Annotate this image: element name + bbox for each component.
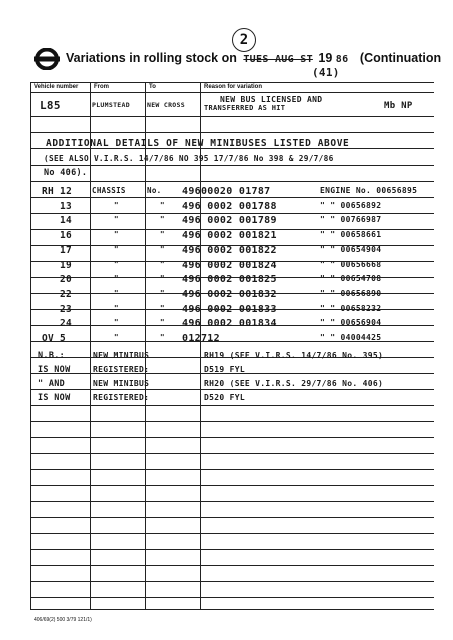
number-label: " — [160, 318, 165, 328]
vehicle-number: 14 — [60, 215, 73, 227]
number-label: " — [160, 200, 165, 210]
chassis-number: 496 0002 001834 — [182, 318, 277, 330]
rule — [30, 533, 434, 534]
rule — [30, 453, 434, 454]
note-detail: RH19 (SEE V.I.R.S. 14/7/86 No. 395) — [204, 351, 384, 360]
row-to: NEW CROSS — [147, 101, 185, 109]
number-label: " — [160, 244, 165, 254]
chassis-label: " — [114, 274, 119, 284]
rule — [30, 116, 434, 117]
vehicle-number: 20 — [60, 274, 73, 286]
form-reference: 406/69(2) 500 3/79 121/1) — [34, 617, 92, 623]
rule — [30, 565, 434, 566]
chassis-label: " — [114, 215, 119, 225]
roundel-logo — [34, 48, 60, 70]
vehicle-number: 23 — [60, 303, 73, 315]
chassis-label: " — [114, 318, 119, 328]
row-reason-line1: NEW BUS LICENSED AND — [220, 95, 323, 104]
row-note: Mb NP — [384, 101, 413, 111]
row-reason-line2: TRANSFERRED AS HIT — [204, 104, 286, 112]
vehicle-number: 17 — [60, 244, 73, 256]
rule — [30, 421, 434, 422]
rule — [30, 549, 434, 550]
note-prefix: IS NOW — [38, 393, 71, 403]
chassis-label: " — [114, 303, 119, 313]
rule — [30, 165, 434, 166]
rule — [30, 469, 434, 470]
additional-line2: (SEE ALSO V.I.R.S. 14/7/86 NO 395 17/7/86 No 398 & 29/7/86 — [44, 154, 334, 163]
col-header-reason: Reason for variation — [204, 84, 263, 90]
note-detail: D520 FYL — [204, 393, 245, 402]
chassis-number: 496 0002 001824 — [182, 259, 277, 271]
note-label: REGISTERED: — [93, 365, 150, 374]
chassis-number: 496 0002 001833 — [182, 303, 277, 315]
title-date: TUES AUG ST — [243, 54, 313, 65]
col-header-from: From — [94, 84, 109, 90]
rule — [30, 485, 434, 486]
vehicle-number: OV 5 — [42, 333, 67, 344]
row-from: PLUMSTEAD — [92, 101, 130, 109]
chassis-label: " — [114, 244, 119, 254]
number-label: " — [160, 215, 165, 225]
note-detail: D519 FYL — [204, 365, 245, 374]
rule — [30, 132, 434, 133]
rule — [30, 405, 434, 406]
additional-line1: ADDITIONAL DETAILS OF NEW MINIBUSES LISTED ABOVE — [46, 138, 350, 149]
rule — [30, 609, 434, 610]
vehicle-number: 22 — [60, 288, 73, 300]
engine-number: " " 04004425 — [320, 333, 382, 342]
rule — [30, 517, 434, 518]
engine-number: " " 00656892 — [320, 200, 382, 210]
title-year: 86 — [335, 54, 349, 65]
chassis-number: 496 0002 001789 — [182, 215, 277, 227]
chassis-label: CHASSIS — [92, 186, 126, 195]
chassis-label: " — [114, 259, 119, 269]
note-prefix: IS NOW — [38, 365, 71, 375]
chassis-number: 49600020 01787 — [182, 186, 271, 197]
number-label: " — [160, 288, 165, 298]
rule — [30, 437, 434, 438]
column-divider — [30, 82, 31, 609]
title-continuation: (Continuation — [359, 51, 442, 65]
chassis-label: " — [114, 288, 119, 298]
vehicle-number: 19 — [60, 259, 73, 271]
rule — [30, 389, 434, 390]
col-header-vehicle: Vehicle number — [34, 84, 79, 90]
sheet-number: (41) — [312, 66, 340, 79]
engine-number: " " 00654708 — [320, 274, 382, 284]
chassis-number: 012712 — [182, 333, 220, 344]
rule — [30, 197, 434, 198]
engine-number: " " 00658661 — [320, 230, 382, 240]
engine-number: " " 00656668 — [320, 259, 382, 269]
number-label: " — [160, 303, 165, 313]
engine-number: " " 00656890 — [320, 288, 382, 298]
engine-number: " " 00654904 — [320, 244, 382, 254]
note-label: REGISTERED: — [93, 393, 150, 402]
chassis-number: 496 0002 001832 — [182, 288, 277, 300]
rule — [30, 581, 434, 582]
note-detail: RH20 (SEE V.I.R.S. 29/7/86 No. 406) — [204, 379, 384, 388]
number-label: " — [160, 259, 165, 269]
title-year-prefix: 19 — [318, 51, 333, 65]
chassis-number: 496 0002 001822 — [182, 244, 277, 256]
vehicle-number: RH 12 — [42, 186, 73, 197]
chassis-number: 496 0002 001825 — [182, 274, 277, 286]
vehicle-number: 24 — [60, 318, 73, 330]
note-prefix: " AND — [38, 379, 66, 389]
number-label: " — [160, 333, 165, 342]
page-number — [232, 28, 256, 52]
chassis-label: " — [114, 230, 119, 240]
rule — [30, 181, 434, 182]
engine-number: ENGINE No. 00656895 — [320, 186, 418, 195]
chassis-label: " — [114, 200, 119, 210]
rule — [30, 597, 434, 598]
title-row — [66, 51, 441, 65]
page-number-text: 2 — [239, 32, 249, 48]
number-label: No. — [147, 186, 162, 195]
note-label: NEW MINIBUS — [93, 351, 150, 360]
chassis-number: 496 0002 001821 — [182, 230, 277, 242]
note-prefix: N.B.: — [38, 351, 66, 361]
note-label: NEW MINIBUS — [93, 379, 150, 388]
title: Variations in rolling stock on — [66, 51, 237, 65]
additional-line3: No 406). — [44, 168, 88, 178]
rule — [30, 501, 434, 502]
vehicle-number: 16 — [60, 230, 73, 242]
engine-number: " " 00766987 — [320, 215, 382, 225]
chassis-number: 496 0002 001788 — [182, 200, 277, 212]
row-vehicle: L85 — [40, 99, 61, 112]
col-header-to: To — [149, 84, 156, 90]
rule — [30, 213, 434, 214]
number-label: " — [160, 230, 165, 240]
engine-number: " " 00656904 — [320, 318, 382, 328]
number-label: " — [160, 274, 165, 284]
engine-number: " " 00658232 — [320, 303, 382, 313]
chassis-label: " — [114, 333, 119, 342]
vehicle-number: 13 — [60, 200, 73, 212]
